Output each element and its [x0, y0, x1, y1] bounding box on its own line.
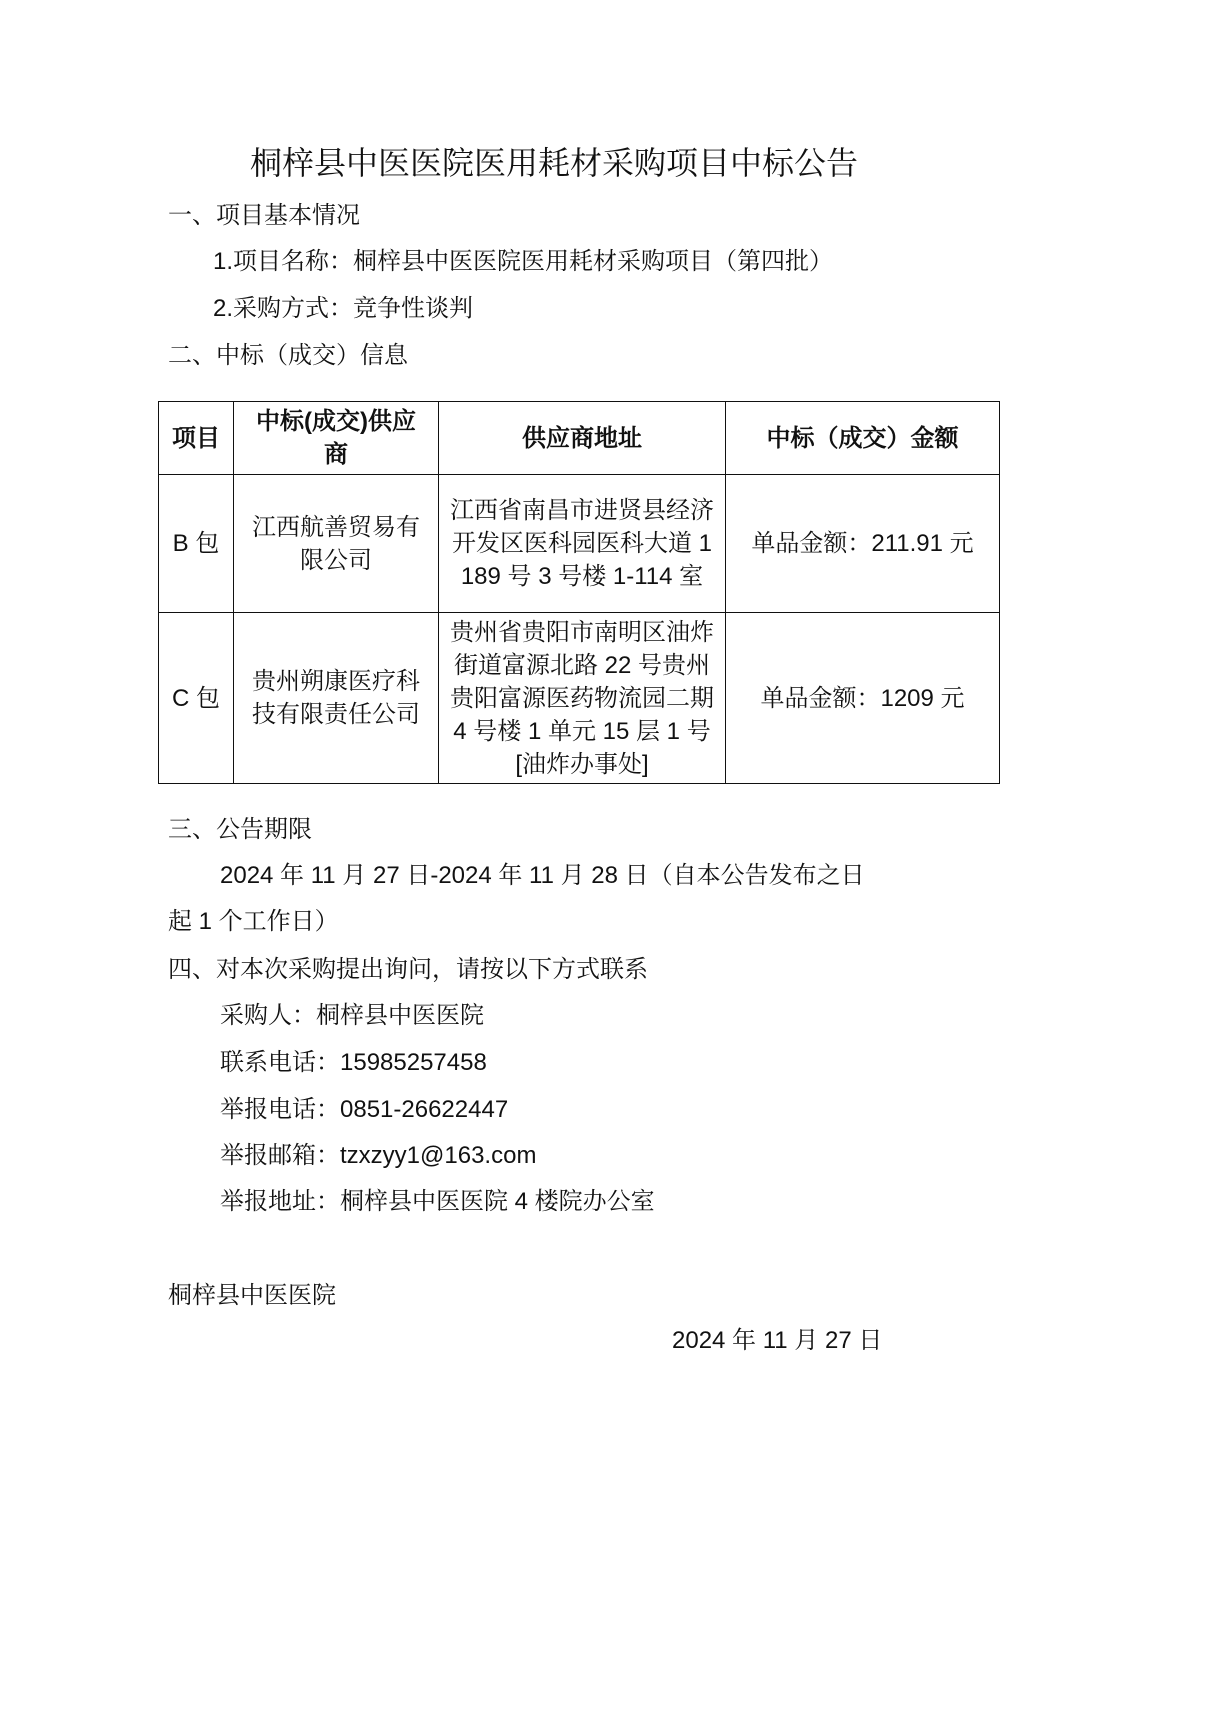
signature-date: 2024 年 11 月 27 日: [672, 1327, 883, 1354]
header-address: 供应商地址: [439, 402, 726, 475]
contact-label: 举报邮箱：: [220, 1142, 340, 1169]
table-header-row: [159, 402, 1000, 475]
contact-value: 15985257458: [340, 1049, 487, 1076]
table-row: [159, 613, 1000, 784]
amount-cell: 单品金额：1209 元: [726, 613, 1000, 784]
supplier-cell: 贵州朔康医疗科技有限责任公司: [234, 613, 439, 784]
package-cell: C 包: [159, 613, 234, 784]
contact-purchaser: [220, 999, 484, 1033]
contact-label: 采购人：: [220, 1002, 316, 1029]
project-name-label: 1.项目名称：: [213, 248, 354, 275]
report-email: [220, 1139, 536, 1173]
award-table: [158, 401, 1000, 784]
report-phone: [220, 1093, 508, 1127]
contact-phone: [220, 1046, 487, 1080]
procurement-method-value: 竞争性谈判: [353, 295, 474, 322]
procurement-method-label: 2.采购方式：: [213, 295, 354, 322]
contact-value: 0851-26622447: [340, 1096, 509, 1123]
section-3-heading: 三、公告期限: [168, 816, 312, 843]
table-row: [159, 475, 1000, 613]
header-amount: 中标（成交）金额: [726, 402, 1000, 475]
contact-label: 联系电话：: [220, 1049, 340, 1076]
header-supplier: 中标(成交)供应商: [234, 402, 439, 475]
contact-value: tzxzyy1@163.com: [340, 1142, 537, 1169]
report-address: [220, 1185, 655, 1219]
package-cell: B 包: [159, 475, 234, 613]
amount-cell: 单品金额：211.91 元: [726, 475, 1000, 613]
project-name-row: [213, 245, 833, 279]
contact-value: 桐梓县中医医院: [316, 1002, 484, 1029]
signature-organization: 桐梓县中医医院: [168, 1282, 336, 1309]
project-name-value: 桐梓县中医医院医用耗材采购项目（第四批）: [353, 248, 834, 275]
procurement-method-row: [213, 292, 473, 326]
section-1-heading: 一、项目基本情况: [168, 202, 360, 229]
contact-label: 举报电话：: [220, 1096, 340, 1123]
announcement-period-line-1: 2024 年 11 月 27 日-2024 年 11 月 28 日（自本公告发布之日: [220, 862, 865, 889]
header-package: 项目: [159, 402, 234, 475]
contact-label: 举报地址：: [220, 1188, 340, 1215]
address-cell: 江西省南昌市进贤县经济开发区医科园医科大道 1189 号 3 号楼 1-114 室: [439, 475, 726, 613]
section-4-heading: 四、对本次采购提出询问，请按以下方式联系: [168, 956, 648, 983]
supplier-cell: 江西航善贸易有限公司: [234, 475, 439, 613]
announcement-period-line-2: 起 1 个工作日）: [168, 908, 339, 935]
document-title: 桐梓县中医医院医用耗材采购项目中标公告: [249, 145, 858, 181]
contact-value: 桐梓县中医医院 4 楼院办公室: [340, 1188, 655, 1215]
section-2-heading: 二、中标（成交）信息: [168, 342, 408, 369]
address-cell: 贵州省贵阳市南明区油炸街道富源北路 22 号贵州贵阳富源医药物流园二期 4 号楼 1 单元 15 层 1 号[油炸办事处]: [439, 613, 726, 784]
